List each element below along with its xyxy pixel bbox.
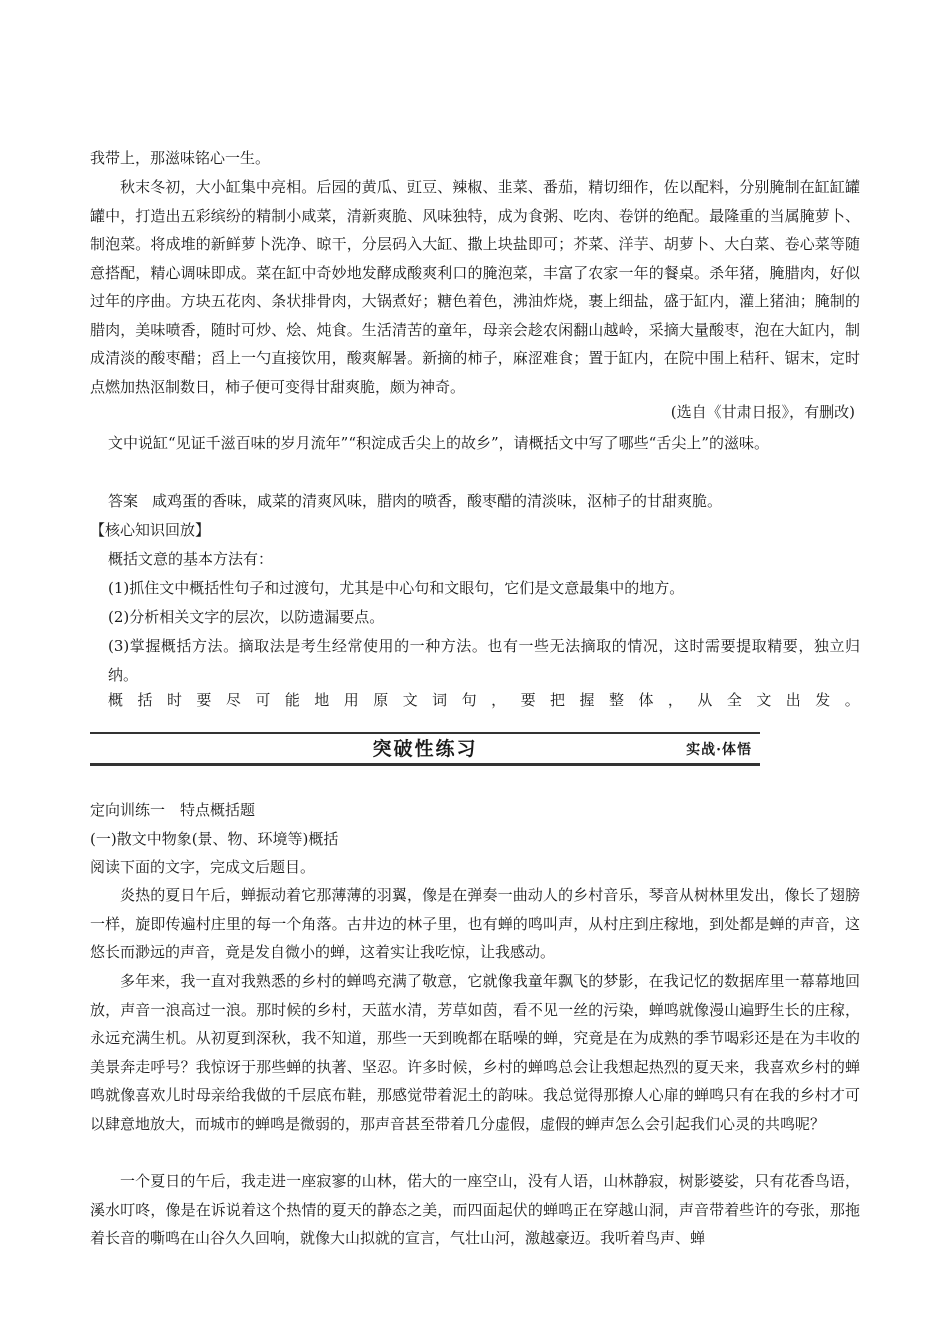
closing-char: 。	[844, 691, 860, 709]
closing-char: 词	[432, 691, 448, 709]
closing-char: 发	[815, 691, 831, 709]
question-text: 文中说缸“见证千滋百味的岁月流年”“积淀成舌尖上的故乡”，请概括文中写了哪些“舌尖上”的滋味。	[108, 434, 770, 452]
passage-source-citation: (选自《甘肃日报》，有删改)	[670, 403, 855, 421]
closing-char: ，	[491, 691, 507, 709]
closing-char: 要	[196, 691, 212, 709]
core-knowledge-closing	[108, 686, 860, 714]
closing-char: 文	[402, 691, 418, 709]
closing-char: ，	[667, 691, 683, 709]
closing-char: 要	[520, 691, 536, 709]
section-banner-title: 突破性练习	[372, 738, 478, 760]
section-banner	[90, 732, 760, 766]
exercise-subheading: (一)散文中物象(景、物、环境等)概括	[90, 830, 339, 848]
closing-char: 整	[608, 691, 624, 709]
closing-char: 握	[579, 691, 595, 709]
closing-char: 可	[255, 691, 271, 709]
exercise-instruction: 阅读下面的文字，完成文后题目。	[90, 858, 316, 876]
closing-char: 全	[726, 691, 742, 709]
closing-char: 尽	[225, 691, 241, 709]
section-banner-tag: 实战·体悟	[686, 742, 752, 758]
closing-char: 体	[638, 691, 654, 709]
passage-opening-line: 我带上，那滋味铭心一生。	[90, 149, 271, 167]
closing-char: 从	[697, 691, 713, 709]
core-knowledge-intro: 概括文意的基本方法有：	[108, 550, 274, 568]
exercise-paragraph-3: 一个夏日的午后，我走进一座寂寥的山林，偌大的一座空山，没有人语，山林静寂，树影婆娑，只有花香鸟语，溪水叮咚，像是在诉说着这个热情的夏天的静态之美，而四面起伏的蝉鸣正在穿越山洞，声音带着些许的夸张，那拖着长音的嘶鸣在山谷久久回响，就像大山拟就的宣言，气壮山河，激越豪迈。我听着鸟声、蝉	[90, 1172, 860, 1247]
closing-char: 地	[314, 691, 330, 709]
passage-paragraph-autumn: 秋末冬初，大小缸集中亮相。后园的黄瓜、豇豆、辣椒、韭菜、番茄，精切细作，佐以配料，分别腌制在缸缸罐罐中，打造出五彩缤纷的精制小咸菜，清新爽脆、风味独特，成为食粥、吃肉、卷饼的绝配。最隆重的当属腌萝卜、制泡菜。将成堆的新鲜萝卜洗净、晾干，分层码入大缸、撒上块盐即可；芥菜、洋芋、胡萝卜、大白菜、卷心菜等随意搭配，精心调味即成。菜在缸中奇妙地发酵成酸爽利口的腌泡菜，丰富了农家一年的餐桌。杀年猪，腌腊肉，好似过年的序曲。方块五花肉、条状排骨肉，大锅煮好；糖色着色，沸油炸烧，裹上细盐，盛于缸内，灌上猪油；腌制的腊肉，美味喷香，随时可炒、烩、炖食。生活清苦的童年，母亲会趁农闲翻山越岭，采摘大量酸枣，泡在大缸内，制成清淡的酸枣醋；舀上一勺直接饮用，酸爽解暑。新摘的柿子，麻涩难食；置于缸内，在院中围上秸秆、锯末，定时点燃加热沤制数日，柿子便可变得甘甜爽脆，颇为神奇。	[90, 178, 860, 396]
core-knowledge-item-3: (3)掌握概括方法。摘取法是考生经常使用的一种方法。也有一些无法摘取的情况，这时需要提取精要，独立归纳。	[108, 637, 860, 684]
core-knowledge-item-1: (1)抓住文中概括性句子和过渡句，尤其是中心句和文眼句，它们是文意最集中的地方。	[108, 579, 685, 597]
closing-char: 能	[284, 691, 300, 709]
core-knowledge-item-2: (2)分析相关文字的层次，以防遗漏要点。	[108, 608, 385, 626]
exercise-paragraph-1: 炎热的夏日午后，蝉振动着它那薄薄的羽翼，像是在弹奏一曲动人的乡村音乐，琴音从树林里发出，像长了翅膀一样，旋即传遍村庄里的每一个角落。古井边的林子里，也有蝉的鸣叫声，从村庄到庄稼地，到处都是蝉的声音，这悠长而渺远的声音，竟是发自微小的蝉，这着实让我吃惊，让我感动。	[90, 886, 860, 961]
closing-char: 句	[461, 691, 477, 709]
answer-label: 答案	[108, 492, 139, 510]
closing-char: 把	[550, 691, 566, 709]
closing-char: 概	[108, 691, 124, 709]
core-knowledge-heading: 【核心知识回放】	[90, 521, 211, 539]
closing-char: 括	[137, 691, 153, 709]
exercise-heading: 定向训练一 特点概括题	[90, 801, 256, 819]
closing-char: 用	[343, 691, 359, 709]
closing-char: 时	[166, 691, 182, 709]
closing-char: 原	[373, 691, 389, 709]
closing-char: 文	[756, 691, 772, 709]
answer-line	[108, 487, 878, 516]
answer-text: 咸鸡蛋的香味，咸菜的清爽风味，腊肉的喷香，酸枣醋的清淡味，沤柿子的甘甜爽脆。	[152, 492, 723, 510]
exercise-paragraph-2: 多年来，我一直对我熟悉的乡村的蝉鸣充满了敬意，它就像我童年飘飞的梦影，在我记忆的数据库里一幕幕地回放，声音一浪高过一浪。那时候的乡村，天蓝水清，芳草如茵，看不见一丝的污染，蝉鸣就像漫山遍野生长的庄稼，永远充满生机。从初夏到深秋，我不知道，那些一天到晚都在聒噪的蝉，究竟是在为成熟的季节喝彩还是在为丰收的美景奔走呼号？我惊讶于那些蝉的执著、坚忍。许多时候，乡村的蝉鸣总会让我想起热烈的夏天来，我喜欢乡村的蝉鸣就像喜欢儿时母亲给我做的千层底布鞋，那感觉带着泥土的韵味。我总觉得那撩人心扉的蝉鸣只有在我的乡村才可以肆意地放大，而城市的蝉鸣是微弱的，那声音甚至带着几分虚假，虚假的蝉声怎么会引起我们心灵的共鸣呢？	[90, 972, 860, 1133]
closing-char: 出	[785, 691, 801, 709]
